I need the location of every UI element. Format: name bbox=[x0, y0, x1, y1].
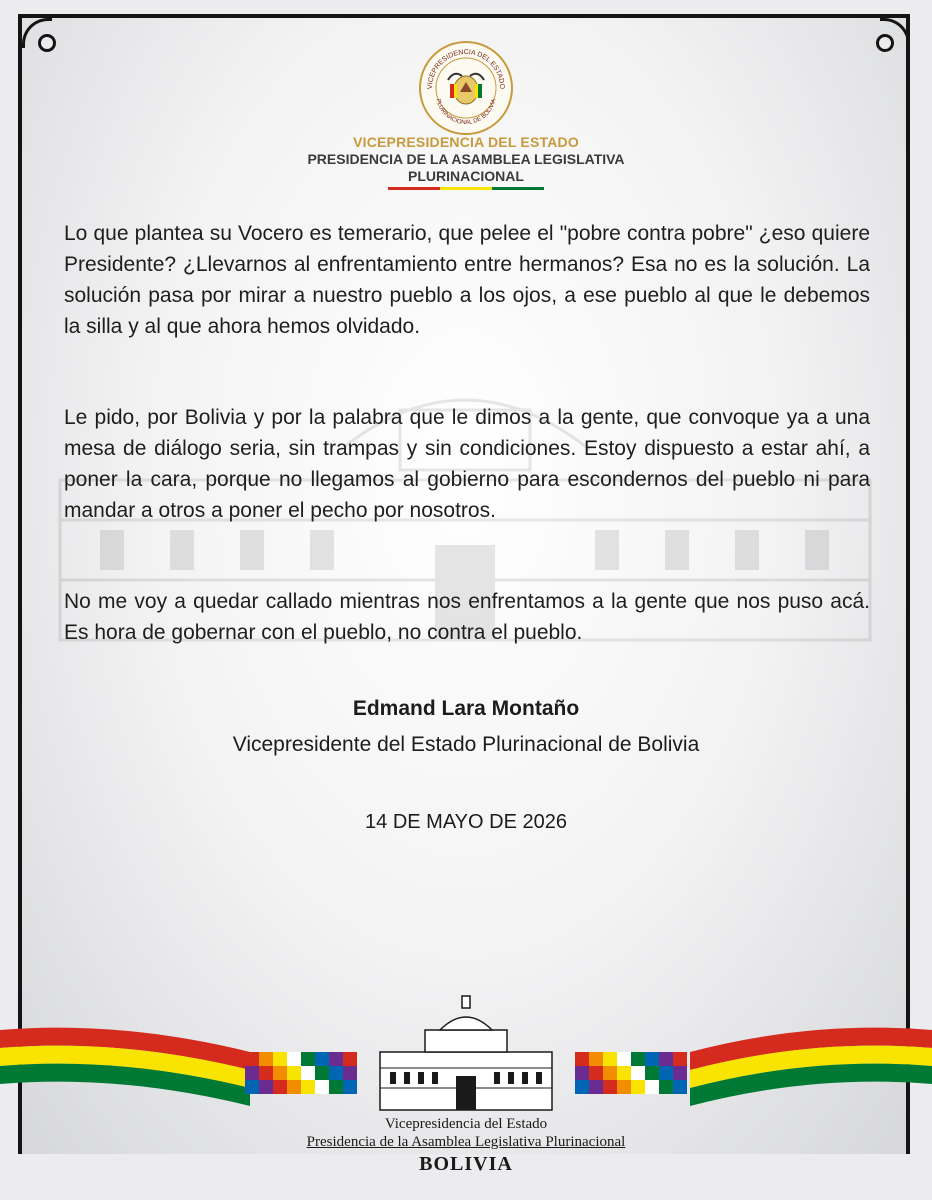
header-assembly: PRESIDENCIA DE LA ASAMBLEA LEGISLATIVA bbox=[307, 151, 625, 167]
body-paragraph-3: No me voy a quedar callado mientras nos enfrentamos a la gente que nos puso acá. Es hora de gobernar con el pueblo, no contra el pueblo. bbox=[64, 590, 870, 644]
footer-assembly: Presidencia de la Asamblea Legislativa Plurinacional bbox=[306, 1134, 626, 1150]
frame-ornament-left bbox=[38, 34, 56, 52]
footer-country: BOLIVIA bbox=[419, 1153, 513, 1175]
document-date: 14 DE MAYO DE 2026 bbox=[365, 811, 567, 833]
flag-divider bbox=[388, 187, 544, 190]
seal-text-bottom: PLURINACIONAL DE BOLIVIA bbox=[434, 98, 498, 127]
footer-vicepresidency: Vicepresidencia del Estado bbox=[384, 1116, 548, 1132]
body-paragraph-2: Le pido, por Bolivia y por la palabra que le dimos a la gente, que convoque ya a una mesa de diálogo seria, sin trampas y sin condiciones. Estoy dispuesto a estar ahí, a poner la cara, porque no llegamos al gobierno para escondernos del pueblo ni para mandar a otros a poner el pecho por nosotros. bbox=[64, 406, 870, 522]
frame-ornament-right bbox=[876, 34, 894, 52]
signature-title: Vicepresidente del Estado Plurinacional de Bolivia bbox=[232, 733, 700, 756]
header-plurinational: PLURINACIONAL bbox=[408, 168, 524, 184]
vicepresidency-seal-icon bbox=[418, 40, 514, 136]
header-vicepresidency: VICEPRESIDENCIA DEL ESTADO bbox=[353, 134, 579, 150]
seal-text-top: VICEPRESIDENCIA DEL ESTADO bbox=[426, 48, 506, 90]
body-paragraph-1: Lo que plantea su Vocero es temerario, que pelee el "pobre contra pobre" ¿eso quiere Presidente? ¿Llevarnos al enfrentamiento entre hermanos? Esa no es la solución. La solución pasa por mirar a nuestro pueblo a los ojos, a ese pueblo al que le debemos la silla y al que ahora hemos olvidado. bbox=[64, 222, 870, 338]
signature-name: Edmand Lara Montaño bbox=[352, 697, 580, 720]
